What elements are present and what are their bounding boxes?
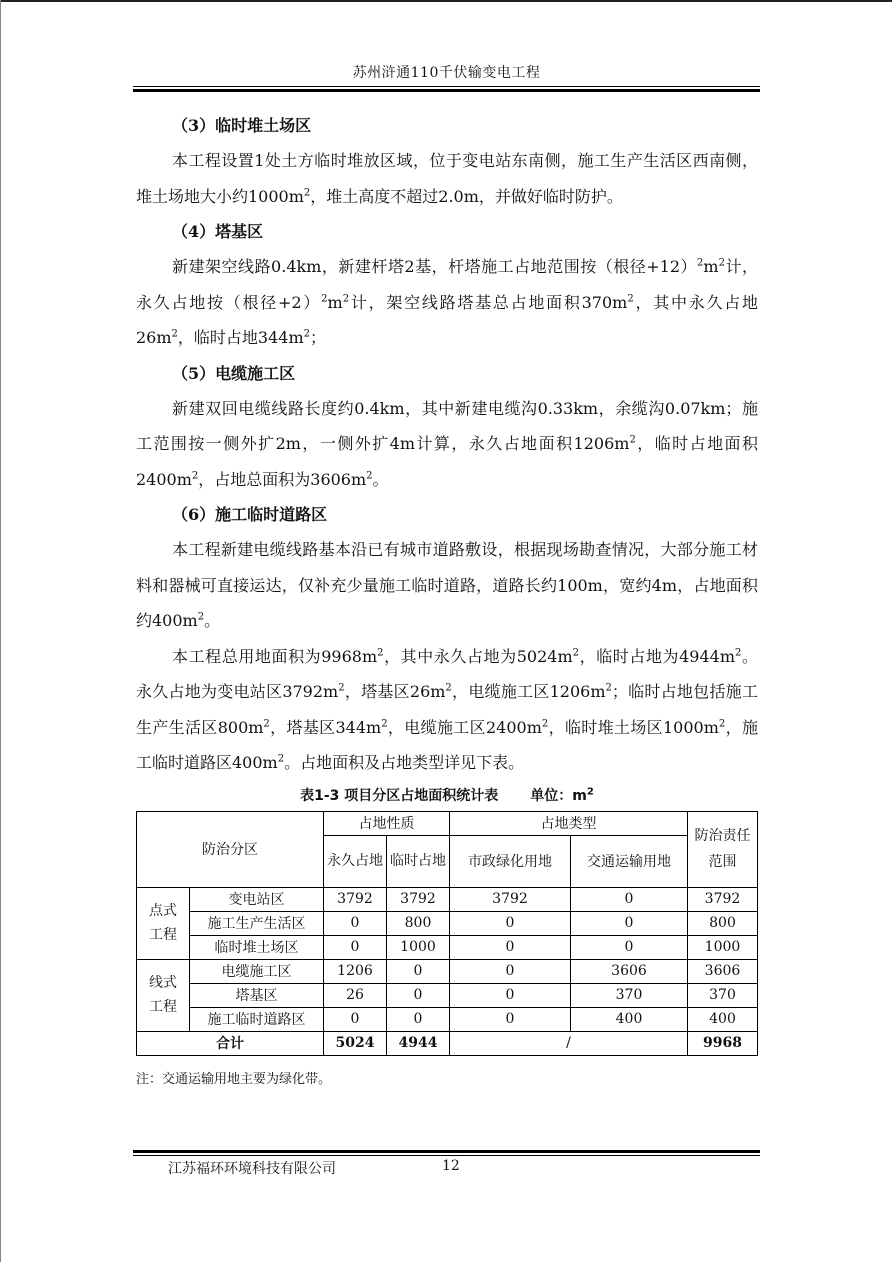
text-run: ，临时占地面积2400m xyxy=(136,434,758,489)
text-run: ，电缆施工区1206m xyxy=(451,682,606,701)
table-row xyxy=(137,959,758,983)
total-row xyxy=(137,1031,758,1055)
responsibility-cell: 3792 xyxy=(688,887,758,911)
table-caption xyxy=(136,785,758,805)
superscript: 2 xyxy=(541,718,549,730)
permanent-cell: 0 xyxy=(324,935,387,959)
green-land-cell: 0 xyxy=(450,1007,571,1031)
table-note: 注：交通运输用地主要为绿化带。 xyxy=(136,1071,332,1087)
superscript: 2 xyxy=(629,434,636,446)
text-sections xyxy=(136,108,758,781)
temporary-cell: 0 xyxy=(387,1007,450,1031)
text-run: m xyxy=(703,257,719,276)
text-run: ； xyxy=(310,328,327,347)
superscript: 2 xyxy=(197,611,205,623)
responsibility-cell: 3606 xyxy=(688,959,758,983)
header-rule-thick xyxy=(133,89,760,92)
superscript: 2 xyxy=(377,647,384,659)
text-run: 计，架空线路塔基总占地面积370m xyxy=(349,292,628,312)
traffic-land-cell: 3606 xyxy=(571,959,688,983)
zone-cell: 变电站区 xyxy=(190,887,324,911)
superscript: 2 xyxy=(605,682,612,694)
responsibility-cell: 370 xyxy=(688,983,758,1007)
superscript: 2 xyxy=(627,293,634,305)
text-run: 计，永久占地按（根径+2） xyxy=(136,257,758,312)
text-run: 。占地面积及占地类型详见下表。 xyxy=(284,753,525,772)
footer-company: 江苏福环环境科技有限公司 xyxy=(168,1161,336,1177)
responsibility-cell: 400 xyxy=(688,1007,758,1031)
permanent-cell: 0 xyxy=(324,911,387,935)
header-green-land: 市政绿化用地 xyxy=(450,835,571,887)
text-run: ，施工临时道路区400m xyxy=(136,717,758,772)
total-responsibility: 9968 xyxy=(688,1031,758,1055)
superscript: 2 xyxy=(697,257,704,269)
temporary-cell: 0 xyxy=(387,959,450,983)
group-label: 点式工程 xyxy=(137,887,190,959)
text-run: ，临时占地为4944m xyxy=(579,646,735,666)
permanent-cell: 3792 xyxy=(324,887,387,911)
page-content xyxy=(136,108,758,1087)
traffic-land-cell: 400 xyxy=(571,1007,688,1031)
total-permanent: 5024 xyxy=(324,1031,387,1055)
superscript: 2 xyxy=(572,647,580,659)
body-paragraph xyxy=(136,143,758,214)
body-paragraph xyxy=(136,639,758,781)
table-unit-text: 单位：m xyxy=(530,787,587,804)
superscript: 2 xyxy=(303,328,310,340)
page-number: 12 xyxy=(442,1158,460,1174)
superscript: 2 xyxy=(735,647,742,659)
superscript: 2 xyxy=(171,328,178,340)
superscript: 2 xyxy=(263,718,270,730)
zone-cell: 电缆施工区 xyxy=(190,959,324,983)
text-run: 新建双回电缆线路长度约0.4km，其中新建电缆沟0.33km，余缆沟0.07km；施工范围按一侧外扩2m，一侧外扩4m计算，永久占地面积1206m xyxy=(136,398,758,453)
table-row xyxy=(137,935,758,959)
superscript: 2 xyxy=(445,682,452,694)
header-permanent: 永久占地 xyxy=(324,835,387,887)
zone-cell: 施工临时道路区 xyxy=(190,1007,324,1031)
responsibility-cell: 800 xyxy=(688,911,758,935)
superscript: 2 xyxy=(718,257,725,269)
zone-cell: 塔基区 xyxy=(190,983,324,1007)
table-row xyxy=(137,911,758,935)
section-heading: （6）施工临时道路区 xyxy=(172,505,328,524)
table-row xyxy=(137,983,758,1007)
zone-cell: 临时堆土场区 xyxy=(190,935,324,959)
total-temporary: 4944 xyxy=(387,1031,450,1055)
green-land-cell: 0 xyxy=(450,935,571,959)
text-run: ，塔基区26m xyxy=(344,682,446,701)
header-type: 占地类型 xyxy=(450,811,688,835)
area-statistics-table xyxy=(136,811,758,1056)
temporary-cell: 1000 xyxy=(387,935,450,959)
text-run: 。 xyxy=(204,611,221,630)
text-run: 新建架空线路0.4km，新建杆塔2基，杆塔施工占地范围按（根径+12） xyxy=(172,257,698,276)
group-label: 线式工程 xyxy=(137,959,190,1031)
permanent-cell: 0 xyxy=(324,1007,387,1031)
text-run: ；临时占地包括施工生产生活区800m xyxy=(136,682,758,737)
responsibility-cell: 1000 xyxy=(688,935,758,959)
temporary-cell: 3792 xyxy=(387,887,450,911)
text-run: m xyxy=(327,292,343,312)
permanent-cell: 26 xyxy=(324,983,387,1007)
superscript: 2 xyxy=(277,753,285,765)
section-heading: （5）电缆施工区 xyxy=(172,363,296,383)
traffic-land-cell: 0 xyxy=(571,887,688,911)
superscript: 2 xyxy=(338,682,345,694)
text-run: 本工程新建电缆线路基本沿已有城市道路敷设，根据现场勘查情况，大部分施工材料和器械可直接运达，仅补充少量施工临时道路，道路长约100m，宽约4m，占地面积约400m xyxy=(136,540,758,630)
traffic-land-cell: 0 xyxy=(571,935,688,959)
table-unit xyxy=(530,785,594,804)
header-nature: 占地性质 xyxy=(324,811,450,835)
text-run: 本工程总用地面积为9968m xyxy=(172,646,378,666)
body-paragraph xyxy=(136,532,758,639)
traffic-land-cell: 370 xyxy=(571,983,688,1007)
body-paragraph xyxy=(136,249,758,356)
page-top-border xyxy=(0,0,892,2)
text-run: ，塔基区344m xyxy=(269,717,382,737)
table-body xyxy=(137,887,758,1055)
permanent-cell: 1206 xyxy=(324,959,387,983)
table-unit-sup: 2 xyxy=(586,785,594,797)
footer-rule xyxy=(133,1155,760,1156)
table-row xyxy=(137,1007,758,1031)
text-run: 。永久占地为变电站区3792m xyxy=(136,646,758,701)
total-type: / xyxy=(450,1031,688,1055)
superscript: 2 xyxy=(366,470,373,482)
header-temporary: 临时占地 xyxy=(387,835,450,887)
green-land-cell: 3792 xyxy=(450,887,571,911)
header-responsibility: 防治责任范围 xyxy=(688,811,758,887)
text-run: ，占地总面积为3606m xyxy=(198,469,367,489)
green-land-cell: 0 xyxy=(450,983,571,1007)
body-paragraph xyxy=(136,391,758,498)
section-heading: （3）临时堆土场区 xyxy=(172,116,312,135)
traffic-land-cell: 0 xyxy=(571,911,688,935)
superscript: 2 xyxy=(303,187,311,199)
superscript: 2 xyxy=(321,293,328,305)
superscript: 2 xyxy=(342,293,350,305)
superscript: 2 xyxy=(381,718,388,730)
zone-cell: 施工生产生活区 xyxy=(190,911,324,935)
header-zone: 防治分区 xyxy=(137,811,324,887)
header-traffic-land: 交通运输用地 xyxy=(571,835,688,887)
page-left-border xyxy=(0,0,1,1262)
table-caption-title: 表1-3 项目分区占地面积统计表 xyxy=(300,787,499,804)
green-land-cell: 0 xyxy=(450,911,571,935)
text-run: ，临时堆土场区1000m xyxy=(548,717,719,737)
text-run: 本工程设置1处土方临时堆放区域，位于变电站东南侧，施工生产生活区西南侧，堆土场地大小约1000m xyxy=(136,151,758,206)
footer-rule-thick xyxy=(133,1150,760,1153)
green-land-cell: 0 xyxy=(450,959,571,983)
table-row xyxy=(137,887,758,911)
total-label: 合计 xyxy=(137,1031,324,1055)
text-run: ，电缆施工区2400m xyxy=(387,717,542,737)
text-run: ，临时占地344m xyxy=(177,328,304,347)
temporary-cell: 800 xyxy=(387,911,450,935)
page-header-title: 苏州浒通110千伏输变电工程 xyxy=(352,65,541,81)
section-heading: （4）塔基区 xyxy=(172,222,264,241)
superscript: 2 xyxy=(191,470,199,482)
text-run: ，其中永久占地26m xyxy=(136,292,758,347)
text-run: ，其中永久占地为5024m xyxy=(383,646,573,666)
temporary-cell: 0 xyxy=(387,983,450,1007)
header-rule xyxy=(133,86,760,87)
text-run: 。 xyxy=(372,469,389,489)
text-run: ，堆土高度不超过2.0m，并做好临时防护。 xyxy=(310,186,623,206)
superscript: 2 xyxy=(718,718,726,730)
